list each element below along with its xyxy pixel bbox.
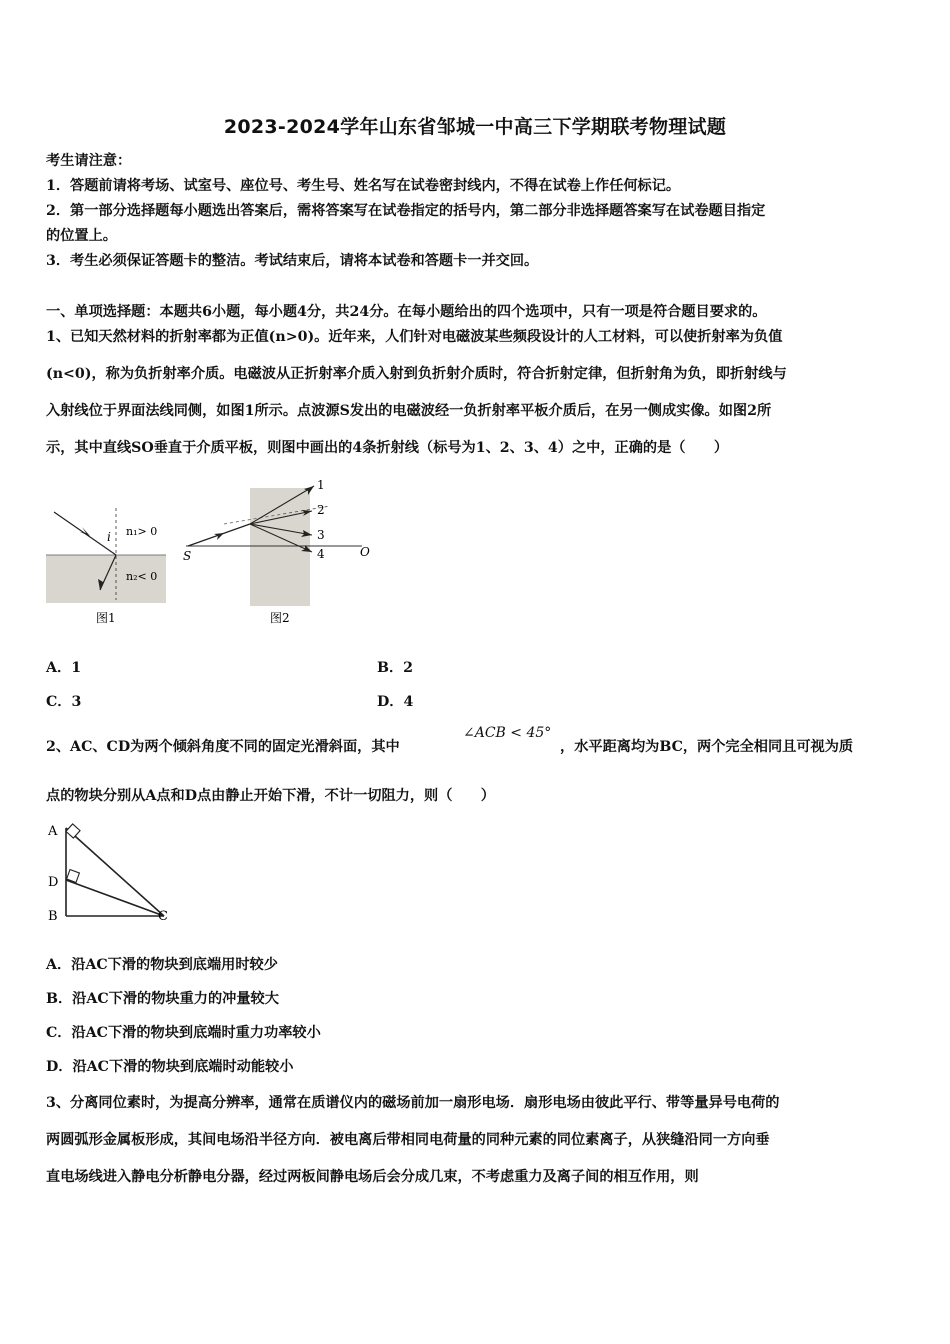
q2-angle-condition: ∠ACB < 45°: [463, 725, 552, 741]
q1-line-1: 1、已知天然材料的折射率都为正值(n>0)。近年来，人们针对电磁波某些频段设计的人工材料，可以使折射率为负值: [46, 329, 783, 345]
q1-option-d[interactable]: D．4: [377, 694, 414, 710]
label-C: C: [158, 909, 168, 924]
notice-heading: 考生请注意：: [46, 153, 132, 169]
q1-line-2: (n<0)，称为负折射率介质。电磁波从正折射率介质入射到负折射介质时，符合折射定律，但折射角为负，即折射线与: [46, 366, 787, 382]
axis-end-label: O: [360, 545, 370, 559]
ray-label-4: 4: [317, 547, 325, 561]
notice-item-3: 3．考生必须保证答题卡的整洁。考试结束后，请将本试卷和答题卡一并交回。: [46, 253, 539, 269]
label-A: A: [48, 824, 58, 839]
figure-1: [40, 500, 180, 630]
label-B: B: [48, 909, 58, 924]
q2-line-2: 点的物块分别从A点和D点由静止开始下滑，不计一切阻力，则（ ）: [46, 788, 495, 804]
n1-label: n₁> 0: [126, 525, 158, 538]
block-at-A: [66, 824, 80, 838]
fig1-caption: 图1: [96, 611, 116, 625]
ray-label-3: 3: [317, 528, 325, 542]
q1-line-3: 入射线位于界面法线同侧，如图1所示。点波源S发出的电磁波经一负折射率平板介质后，在另一侧成实像。如图2所: [46, 403, 772, 419]
figure-q2-triangle: [44, 818, 184, 928]
notice-item-2-cont: 的位置上。: [46, 228, 117, 244]
incline-DC: [66, 880, 164, 916]
section-heading: 一、单项选择题：本题共6小题，每小题4分，共24分。在每小题给出的四个选项中，只有一项是符合题目要求的。: [46, 304, 767, 320]
q2-option-b[interactable]: B．沿AC下滑的物块重力的冲量较大: [46, 991, 279, 1007]
incline-AC: [66, 828, 164, 916]
q2-option-d[interactable]: D．沿AC下滑的物块到底端时动能较小: [46, 1059, 294, 1075]
page-title: 2023-2024学年山东省邹城一中高三下学期联考物理试题: [223, 116, 727, 138]
q3-line-1: 3、分离同位素时，为提高分辨率，通常在质谱仪内的磁场前加一扇形电场．扇形电场由彼此平行、带等量异号电荷的: [46, 1095, 780, 1111]
n2-label: n₂< 0: [126, 570, 158, 583]
q2-option-a[interactable]: A．沿AC下滑的物块到底端用时较少: [46, 957, 278, 973]
ray-label-2: 2: [317, 503, 325, 517]
q2-line-1-suffix: ，水平距离均为BC，两个完全相同且可视为质: [560, 739, 854, 755]
notice-item-1: 1．答题前请将考场、试室号、座位号、考生号、姓名写在试卷密封线内，不得在试卷上作任何标记。: [46, 178, 681, 194]
source-label: S: [183, 549, 192, 563]
q1-option-c[interactable]: C．3: [46, 694, 82, 710]
q1-option-a[interactable]: A．1: [46, 660, 82, 676]
q1-option-b[interactable]: B．2: [377, 660, 414, 676]
figure-2: [180, 478, 380, 628]
q1-line-4: 示，其中直线SO垂直于介质平板，则图中画出的4条折射线（标号为1、2、3、4）之中，正确的是（ ）: [46, 440, 729, 456]
q3-line-3: 直电场线进入静电分析静电分器，经过两板间静电场后会分成几束，不考虑重力及离子间的相互作用，则: [46, 1169, 699, 1185]
q2-line-1-prefix: 2、AC、CD为两个倾斜角度不同的固定光滑斜面，其中: [46, 739, 400, 755]
label-D: D: [48, 875, 59, 890]
incidence-angle-label: i: [107, 530, 111, 544]
q2-option-c[interactable]: C．沿AC下滑的物块到底端时重力功率较小: [46, 1025, 321, 1041]
notice-item-2: 2．第一部分选择题每小题选出答案后，需将答案写在试卷指定的括号内，第二部分非选择题答案写在试卷题目指定: [46, 203, 766, 219]
ray-label-1: 1: [317, 478, 325, 492]
q3-line-2: 两圆弧形金属板形成，其间电场沿半径方向．被电离后带相同电荷量的同种元素的同位素离子，从狭缝沿同一方向垂: [46, 1132, 770, 1148]
fig2-caption: 图2: [270, 611, 290, 625]
